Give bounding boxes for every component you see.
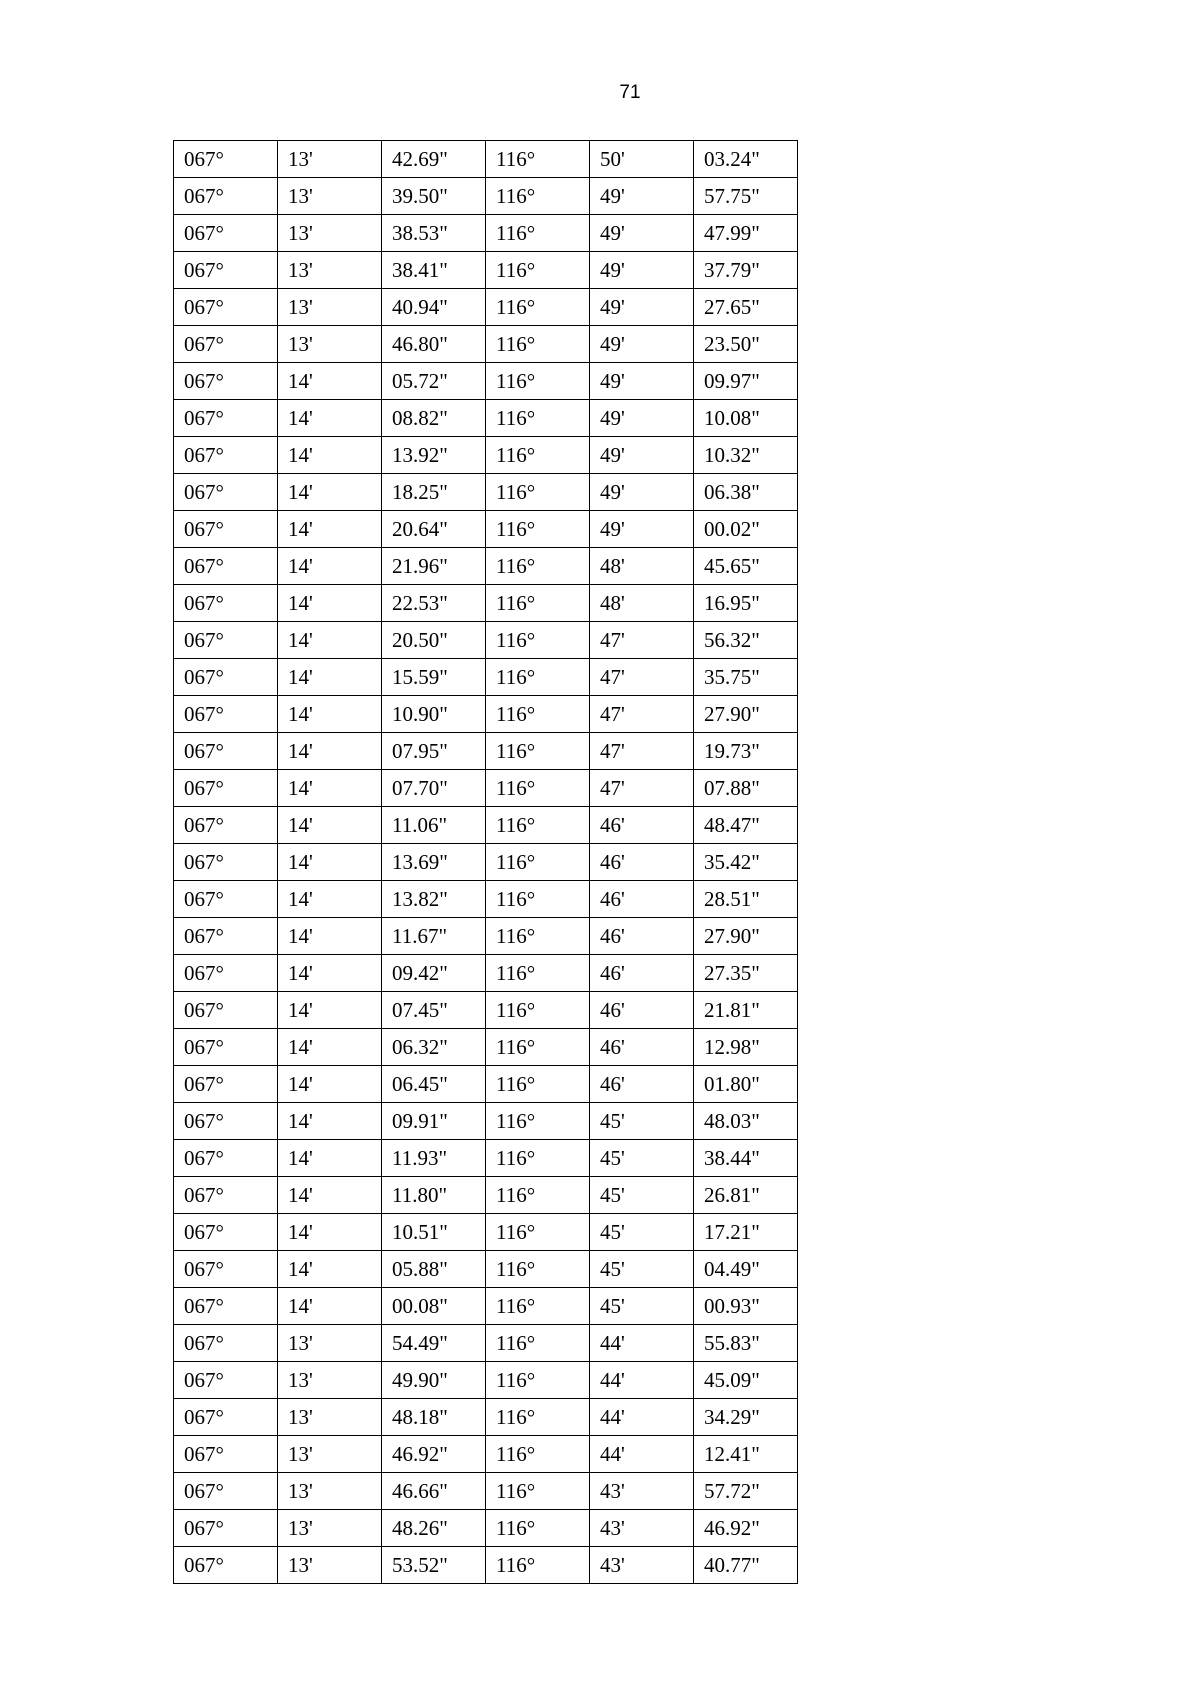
- cell-lat-minutes: 14': [278, 1214, 382, 1251]
- cell-lon-minutes: 46': [590, 807, 694, 844]
- cell-lat-degrees: 067°: [174, 548, 278, 585]
- cell-lon-minutes: 49': [590, 363, 694, 400]
- cell-lat-minutes: 13': [278, 252, 382, 289]
- cell-lon-minutes: 45': [590, 1103, 694, 1140]
- cell-lat-seconds: 07.70": [382, 770, 486, 807]
- cell-lat-minutes: 14': [278, 1029, 382, 1066]
- cell-lon-minutes: 47': [590, 733, 694, 770]
- cell-lat-minutes: 14': [278, 659, 382, 696]
- cell-lat-seconds: 53.52": [382, 1547, 486, 1584]
- cell-lat-minutes: 14': [278, 511, 382, 548]
- cell-lat-seconds: 13.69": [382, 844, 486, 881]
- cell-lon-minutes: 46': [590, 881, 694, 918]
- cell-lon-seconds: 06.38": [694, 474, 798, 511]
- table-row: [174, 511, 798, 548]
- cell-lat-seconds: 20.50": [382, 622, 486, 659]
- cell-lat-degrees: 067°: [174, 733, 278, 770]
- cell-lon-minutes: 47': [590, 770, 694, 807]
- cell-lon-seconds: 28.51": [694, 881, 798, 918]
- cell-lon-seconds: 48.03": [694, 1103, 798, 1140]
- cell-lat-seconds: 39.50": [382, 178, 486, 215]
- cell-lon-degrees: 116°: [486, 215, 590, 252]
- cell-lat-minutes: 13': [278, 1436, 382, 1473]
- cell-lon-seconds: 07.88": [694, 770, 798, 807]
- cell-lon-seconds: 34.29": [694, 1399, 798, 1436]
- cell-lon-degrees: 116°: [486, 1177, 590, 1214]
- cell-lat-degrees: 067°: [174, 918, 278, 955]
- cell-lon-minutes: 44': [590, 1399, 694, 1436]
- table-row: [174, 1103, 798, 1140]
- cell-lon-seconds: 12.98": [694, 1029, 798, 1066]
- cell-lat-seconds: 05.88": [382, 1251, 486, 1288]
- cell-lon-minutes: 47': [590, 659, 694, 696]
- cell-lat-minutes: 14': [278, 696, 382, 733]
- cell-lon-minutes: 49': [590, 474, 694, 511]
- table-row: [174, 1325, 798, 1362]
- cell-lat-seconds: 11.06": [382, 807, 486, 844]
- table-row: [174, 437, 798, 474]
- cell-lon-degrees: 116°: [486, 363, 590, 400]
- table-row: [174, 1288, 798, 1325]
- table-row: [174, 696, 798, 733]
- cell-lon-seconds: 38.44": [694, 1140, 798, 1177]
- table-row: [174, 1177, 798, 1214]
- cell-lat-degrees: 067°: [174, 400, 278, 437]
- cell-lat-degrees: 067°: [174, 585, 278, 622]
- cell-lon-degrees: 116°: [486, 918, 590, 955]
- table-row: [174, 992, 798, 1029]
- cell-lat-degrees: 067°: [174, 474, 278, 511]
- cell-lat-minutes: 14': [278, 474, 382, 511]
- cell-lat-degrees: 067°: [174, 696, 278, 733]
- cell-lon-minutes: 44': [590, 1362, 694, 1399]
- cell-lat-minutes: 14': [278, 1288, 382, 1325]
- cell-lat-minutes: 14': [278, 1177, 382, 1214]
- cell-lon-degrees: 116°: [486, 1214, 590, 1251]
- cell-lat-degrees: 067°: [174, 1251, 278, 1288]
- cell-lat-seconds: 38.41": [382, 252, 486, 289]
- cell-lat-seconds: 48.18": [382, 1399, 486, 1436]
- cell-lat-seconds: 06.32": [382, 1029, 486, 1066]
- cell-lon-degrees: 116°: [486, 881, 590, 918]
- cell-lon-seconds: 40.77": [694, 1547, 798, 1584]
- table-row: [174, 1436, 798, 1473]
- table-row: [174, 141, 798, 178]
- cell-lat-degrees: 067°: [174, 1066, 278, 1103]
- cell-lat-degrees: 067°: [174, 1399, 278, 1436]
- cell-lon-seconds: 27.65": [694, 289, 798, 326]
- page-number: 71: [619, 82, 641, 103]
- coordinate-table: [173, 140, 798, 1584]
- cell-lat-seconds: 10.51": [382, 1214, 486, 1251]
- cell-lat-degrees: 067°: [174, 437, 278, 474]
- cell-lon-degrees: 116°: [486, 844, 590, 881]
- cell-lon-minutes: 49': [590, 215, 694, 252]
- cell-lat-degrees: 067°: [174, 955, 278, 992]
- table-row: [174, 1547, 798, 1584]
- cell-lat-minutes: 13': [278, 289, 382, 326]
- table-row: [174, 1066, 798, 1103]
- cell-lat-seconds: 42.69": [382, 141, 486, 178]
- cell-lat-minutes: 14': [278, 807, 382, 844]
- cell-lon-seconds: 55.83": [694, 1325, 798, 1362]
- cell-lon-minutes: 45': [590, 1177, 694, 1214]
- cell-lat-minutes: 13': [278, 326, 382, 363]
- cell-lon-seconds: 27.90": [694, 918, 798, 955]
- cell-lon-seconds: 03.24": [694, 141, 798, 178]
- cell-lat-minutes: 13': [278, 1362, 382, 1399]
- cell-lon-seconds: 26.81": [694, 1177, 798, 1214]
- cell-lat-degrees: 067°: [174, 1473, 278, 1510]
- cell-lat-degrees: 067°: [174, 844, 278, 881]
- cell-lon-degrees: 116°: [486, 992, 590, 1029]
- cell-lat-degrees: 067°: [174, 992, 278, 1029]
- cell-lat-seconds: 07.45": [382, 992, 486, 1029]
- table-row: [174, 807, 798, 844]
- cell-lat-seconds: 07.95": [382, 733, 486, 770]
- table-row: [174, 659, 798, 696]
- cell-lon-minutes: 43': [590, 1547, 694, 1584]
- cell-lon-seconds: 01.80": [694, 1066, 798, 1103]
- cell-lon-minutes: 49': [590, 178, 694, 215]
- table-row: [174, 1140, 798, 1177]
- cell-lat-seconds: 46.92": [382, 1436, 486, 1473]
- cell-lon-minutes: 47': [590, 622, 694, 659]
- cell-lat-seconds: 13.92": [382, 437, 486, 474]
- table-row: [174, 252, 798, 289]
- cell-lon-degrees: 116°: [486, 1547, 590, 1584]
- cell-lon-degrees: 116°: [486, 1325, 590, 1362]
- cell-lon-seconds: 09.97": [694, 363, 798, 400]
- cell-lat-degrees: 067°: [174, 807, 278, 844]
- cell-lon-seconds: 37.79": [694, 252, 798, 289]
- cell-lon-seconds: 48.47": [694, 807, 798, 844]
- table-row: [174, 733, 798, 770]
- table-row: [174, 1029, 798, 1066]
- cell-lon-minutes: 50': [590, 141, 694, 178]
- cell-lat-minutes: 14': [278, 1140, 382, 1177]
- cell-lon-minutes: 49': [590, 511, 694, 548]
- cell-lon-seconds: 57.72": [694, 1473, 798, 1510]
- cell-lon-seconds: 23.50": [694, 326, 798, 363]
- cell-lat-degrees: 067°: [174, 252, 278, 289]
- cell-lon-degrees: 116°: [486, 1510, 590, 1547]
- coordinate-table-body: [174, 141, 798, 1584]
- cell-lat-degrees: 067°: [174, 363, 278, 400]
- cell-lon-degrees: 116°: [486, 770, 590, 807]
- cell-lat-seconds: 18.25": [382, 474, 486, 511]
- cell-lat-seconds: 21.96": [382, 548, 486, 585]
- cell-lat-seconds: 11.80": [382, 1177, 486, 1214]
- cell-lat-seconds: 48.26": [382, 1510, 486, 1547]
- table-row: [174, 1510, 798, 1547]
- cell-lon-degrees: 116°: [486, 733, 590, 770]
- cell-lon-seconds: 47.99": [694, 215, 798, 252]
- cell-lat-degrees: 067°: [174, 770, 278, 807]
- cell-lon-minutes: 48': [590, 548, 694, 585]
- cell-lat-seconds: 11.93": [382, 1140, 486, 1177]
- table-row: [174, 548, 798, 585]
- cell-lat-minutes: 13': [278, 1473, 382, 1510]
- cell-lon-degrees: 116°: [486, 326, 590, 363]
- cell-lat-minutes: 14': [278, 881, 382, 918]
- cell-lat-seconds: 46.66": [382, 1473, 486, 1510]
- cell-lon-seconds: 00.02": [694, 511, 798, 548]
- cell-lat-seconds: 22.53": [382, 585, 486, 622]
- cell-lon-degrees: 116°: [486, 1140, 590, 1177]
- cell-lon-seconds: 45.65": [694, 548, 798, 585]
- table-row: [174, 1214, 798, 1251]
- cell-lat-degrees: 067°: [174, 1362, 278, 1399]
- cell-lon-degrees: 116°: [486, 1436, 590, 1473]
- cell-lat-minutes: 13': [278, 1547, 382, 1584]
- cell-lat-minutes: 14': [278, 363, 382, 400]
- cell-lat-minutes: 13': [278, 178, 382, 215]
- cell-lon-minutes: 49': [590, 400, 694, 437]
- table-row: [174, 955, 798, 992]
- table-row: [174, 770, 798, 807]
- table-row: [174, 1362, 798, 1399]
- cell-lon-minutes: 49': [590, 252, 694, 289]
- cell-lat-minutes: 14': [278, 733, 382, 770]
- cell-lon-minutes: 46': [590, 992, 694, 1029]
- cell-lat-degrees: 067°: [174, 881, 278, 918]
- cell-lat-minutes: 14': [278, 1251, 382, 1288]
- cell-lon-minutes: 48': [590, 585, 694, 622]
- cell-lat-minutes: 14': [278, 955, 382, 992]
- cell-lon-minutes: 43': [590, 1510, 694, 1547]
- cell-lon-degrees: 116°: [486, 622, 590, 659]
- cell-lat-seconds: 49.90": [382, 1362, 486, 1399]
- table-row: [174, 622, 798, 659]
- cell-lon-seconds: 21.81": [694, 992, 798, 1029]
- cell-lon-seconds: 17.21": [694, 1214, 798, 1251]
- cell-lat-seconds: 09.91": [382, 1103, 486, 1140]
- cell-lat-seconds: 11.67": [382, 918, 486, 955]
- cell-lon-degrees: 116°: [486, 548, 590, 585]
- cell-lat-seconds: 10.90": [382, 696, 486, 733]
- cell-lat-minutes: 14': [278, 918, 382, 955]
- cell-lat-degrees: 067°: [174, 622, 278, 659]
- cell-lat-degrees: 067°: [174, 1510, 278, 1547]
- cell-lat-degrees: 067°: [174, 1029, 278, 1066]
- cell-lat-seconds: 54.49": [382, 1325, 486, 1362]
- cell-lon-minutes: 45': [590, 1214, 694, 1251]
- cell-lon-seconds: 35.42": [694, 844, 798, 881]
- cell-lat-degrees: 067°: [174, 1140, 278, 1177]
- cell-lon-minutes: 47': [590, 696, 694, 733]
- cell-lat-degrees: 067°: [174, 1177, 278, 1214]
- cell-lat-degrees: 067°: [174, 215, 278, 252]
- cell-lon-degrees: 116°: [486, 807, 590, 844]
- cell-lon-degrees: 116°: [486, 1251, 590, 1288]
- cell-lon-degrees: 116°: [486, 252, 590, 289]
- cell-lon-degrees: 116°: [486, 1066, 590, 1103]
- cell-lat-minutes: 14': [278, 622, 382, 659]
- table-row: [174, 1399, 798, 1436]
- table-row: [174, 881, 798, 918]
- table-row: [174, 178, 798, 215]
- cell-lat-seconds: 06.45": [382, 1066, 486, 1103]
- cell-lon-minutes: 45': [590, 1140, 694, 1177]
- cell-lat-seconds: 46.80": [382, 326, 486, 363]
- cell-lon-seconds: 12.41": [694, 1436, 798, 1473]
- cell-lon-degrees: 116°: [486, 955, 590, 992]
- cell-lat-degrees: 067°: [174, 1288, 278, 1325]
- cell-lon-degrees: 116°: [486, 474, 590, 511]
- cell-lon-seconds: 56.32": [694, 622, 798, 659]
- cell-lat-minutes: 13': [278, 1399, 382, 1436]
- cell-lat-degrees: 067°: [174, 326, 278, 363]
- cell-lon-degrees: 116°: [486, 1362, 590, 1399]
- cell-lat-degrees: 067°: [174, 178, 278, 215]
- table-row: [174, 1251, 798, 1288]
- cell-lon-seconds: 16.95": [694, 585, 798, 622]
- cell-lon-degrees: 116°: [486, 178, 590, 215]
- cell-lon-seconds: 45.09": [694, 1362, 798, 1399]
- cell-lon-minutes: 49': [590, 437, 694, 474]
- cell-lon-degrees: 116°: [486, 141, 590, 178]
- cell-lon-degrees: 116°: [486, 400, 590, 437]
- cell-lon-seconds: 57.75": [694, 178, 798, 215]
- cell-lon-degrees: 116°: [486, 1029, 590, 1066]
- table-row: [174, 363, 798, 400]
- cell-lat-minutes: 13': [278, 141, 382, 178]
- cell-lon-degrees: 116°: [486, 511, 590, 548]
- cell-lat-seconds: 00.08": [382, 1288, 486, 1325]
- table-row: [174, 844, 798, 881]
- cell-lon-minutes: 43': [590, 1473, 694, 1510]
- cell-lon-seconds: 27.90": [694, 696, 798, 733]
- cell-lon-minutes: 45': [590, 1251, 694, 1288]
- cell-lon-minutes: 49': [590, 326, 694, 363]
- cell-lat-seconds: 05.72": [382, 363, 486, 400]
- cell-lat-degrees: 067°: [174, 1547, 278, 1584]
- cell-lat-minutes: 14': [278, 844, 382, 881]
- cell-lon-minutes: 46': [590, 844, 694, 881]
- cell-lon-degrees: 116°: [486, 659, 590, 696]
- cell-lon-seconds: 27.35": [694, 955, 798, 992]
- cell-lon-minutes: 46': [590, 955, 694, 992]
- cell-lat-minutes: 14': [278, 770, 382, 807]
- cell-lon-seconds: 19.73": [694, 733, 798, 770]
- cell-lon-degrees: 116°: [486, 696, 590, 733]
- cell-lat-seconds: 09.42": [382, 955, 486, 992]
- cell-lon-seconds: 04.49": [694, 1251, 798, 1288]
- cell-lon-seconds: 10.08": [694, 400, 798, 437]
- cell-lat-minutes: 14': [278, 1066, 382, 1103]
- cell-lat-seconds: 38.53": [382, 215, 486, 252]
- cell-lon-minutes: 46': [590, 1066, 694, 1103]
- cell-lat-degrees: 067°: [174, 1436, 278, 1473]
- table-row: [174, 1473, 798, 1510]
- cell-lon-degrees: 116°: [486, 585, 590, 622]
- cell-lon-seconds: 46.92": [694, 1510, 798, 1547]
- cell-lat-degrees: 067°: [174, 141, 278, 178]
- table-row: [174, 289, 798, 326]
- cell-lat-seconds: 40.94": [382, 289, 486, 326]
- table-row: [174, 400, 798, 437]
- cell-lat-minutes: 14': [278, 1103, 382, 1140]
- cell-lat-minutes: 13': [278, 1510, 382, 1547]
- cell-lat-minutes: 13': [278, 215, 382, 252]
- cell-lon-minutes: 45': [590, 1288, 694, 1325]
- cell-lon-minutes: 46': [590, 918, 694, 955]
- cell-lat-seconds: 08.82": [382, 400, 486, 437]
- cell-lat-degrees: 067°: [174, 659, 278, 696]
- cell-lon-degrees: 116°: [486, 289, 590, 326]
- cell-lon-seconds: 00.93": [694, 1288, 798, 1325]
- cell-lon-seconds: 35.75": [694, 659, 798, 696]
- cell-lon-degrees: 116°: [486, 1473, 590, 1510]
- table-row: [174, 215, 798, 252]
- table-row: [174, 474, 798, 511]
- cell-lat-minutes: 13': [278, 1325, 382, 1362]
- cell-lat-seconds: 20.64": [382, 511, 486, 548]
- cell-lon-minutes: 49': [590, 289, 694, 326]
- cell-lon-minutes: 44': [590, 1325, 694, 1362]
- cell-lat-degrees: 067°: [174, 511, 278, 548]
- table-row: [174, 326, 798, 363]
- cell-lat-seconds: 13.82": [382, 881, 486, 918]
- cell-lon-minutes: 44': [590, 1436, 694, 1473]
- cell-lat-degrees: 067°: [174, 1325, 278, 1362]
- cell-lon-degrees: 116°: [486, 437, 590, 474]
- cell-lon-seconds: 10.32": [694, 437, 798, 474]
- cell-lat-minutes: 14': [278, 548, 382, 585]
- cell-lat-degrees: 067°: [174, 289, 278, 326]
- table-row: [174, 918, 798, 955]
- cell-lon-degrees: 116°: [486, 1288, 590, 1325]
- cell-lat-seconds: 15.59": [382, 659, 486, 696]
- cell-lon-degrees: 116°: [486, 1103, 590, 1140]
- cell-lat-minutes: 14': [278, 437, 382, 474]
- cell-lat-minutes: 14': [278, 400, 382, 437]
- table-row: [174, 585, 798, 622]
- cell-lon-minutes: 46': [590, 1029, 694, 1066]
- cell-lon-degrees: 116°: [486, 1399, 590, 1436]
- cell-lat-degrees: 067°: [174, 1214, 278, 1251]
- cell-lat-degrees: 067°: [174, 1103, 278, 1140]
- cell-lat-minutes: 14': [278, 585, 382, 622]
- cell-lat-minutes: 14': [278, 992, 382, 1029]
